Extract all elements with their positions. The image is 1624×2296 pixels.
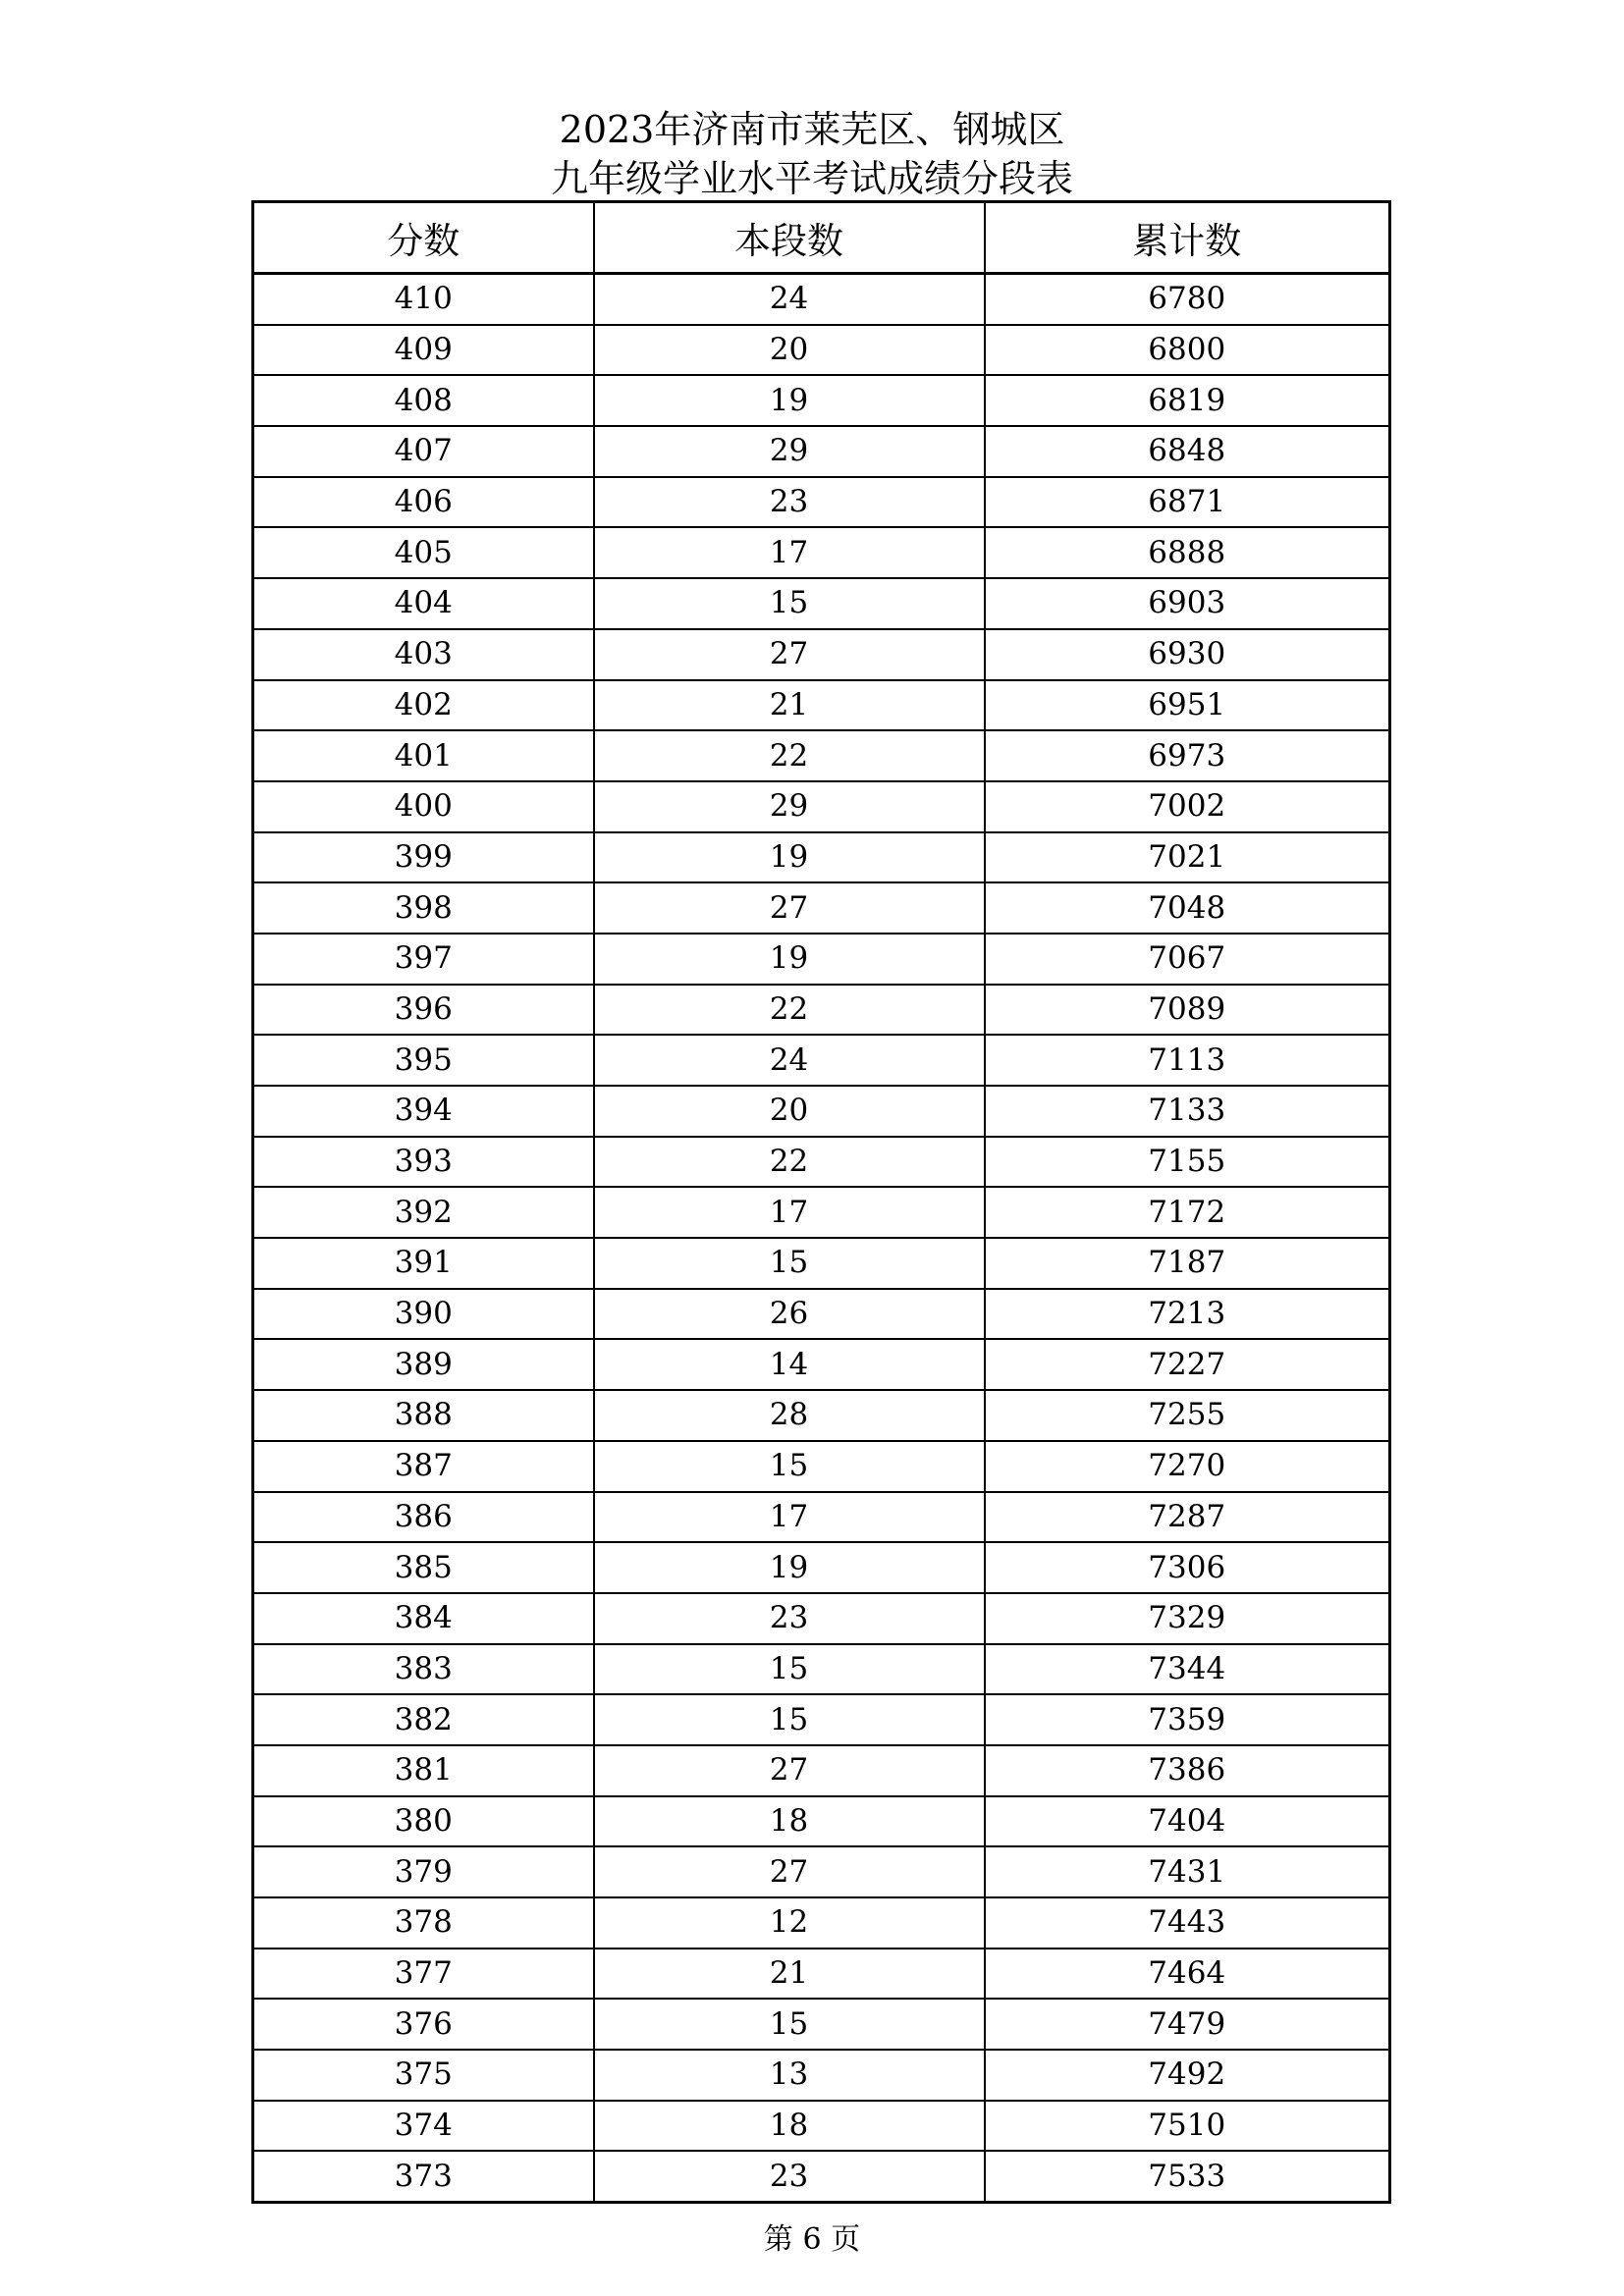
table-row	[253, 477, 1390, 528]
table-row	[253, 274, 1390, 325]
cell-segment-count: 21	[594, 1949, 985, 2000]
cell-cumulative-count: 7431	[985, 1846, 1390, 1897]
table-row	[253, 578, 1390, 629]
cell-cumulative-count: 6973	[985, 730, 1390, 781]
cell-score: 391	[253, 1238, 594, 1289]
cell-cumulative-count: 7464	[985, 1949, 1390, 2000]
cell-cumulative-count: 7255	[985, 1390, 1390, 1441]
cell-score: 385	[253, 1542, 594, 1593]
cell-cumulative-count: 7359	[985, 1694, 1390, 1745]
cell-segment-count: 23	[594, 2151, 985, 2202]
table-row	[253, 1441, 1390, 1492]
table-row	[253, 1187, 1390, 1238]
cell-segment-count: 29	[594, 781, 985, 832]
cell-score: 396	[253, 985, 594, 1036]
cell-score: 399	[253, 832, 594, 883]
cell-segment-count: 15	[594, 1644, 985, 1695]
table-row	[253, 2050, 1390, 2101]
cell-cumulative-count: 7492	[985, 2050, 1390, 2101]
cell-cumulative-count: 7172	[985, 1187, 1390, 1238]
cell-score: 398	[253, 882, 594, 934]
cell-segment-count: 15	[594, 578, 985, 629]
cell-score: 375	[253, 2050, 594, 2101]
header-score: 分数	[253, 202, 594, 274]
cell-cumulative-count: 7067	[985, 934, 1390, 985]
cell-cumulative-count: 7113	[985, 1035, 1390, 1086]
cell-score: 404	[253, 578, 594, 629]
cell-cumulative-count: 6848	[985, 426, 1390, 477]
cell-score: 409	[253, 325, 594, 376]
cell-cumulative-count: 6930	[985, 629, 1390, 680]
cell-segment-count: 27	[594, 882, 985, 934]
table-row	[253, 1644, 1390, 1695]
cell-segment-count: 17	[594, 527, 985, 578]
cell-score: 401	[253, 730, 594, 781]
cell-segment-count: 20	[594, 1086, 985, 1137]
cell-cumulative-count: 7443	[985, 1897, 1390, 1949]
cell-segment-count: 28	[594, 1390, 985, 1441]
cell-cumulative-count: 7479	[985, 1999, 1390, 2050]
cell-cumulative-count: 7270	[985, 1441, 1390, 1492]
cell-cumulative-count: 7287	[985, 1492, 1390, 1543]
document-title-line-2: 九年级学业水平考试成绩分段表	[550, 157, 1073, 200]
table-row	[253, 680, 1390, 731]
cell-segment-count: 27	[594, 1846, 985, 1897]
cell-score: 373	[253, 2151, 594, 2202]
table-row	[253, 1542, 1390, 1593]
cell-score: 384	[253, 1593, 594, 1644]
table-row	[253, 426, 1390, 477]
cell-segment-count: 17	[594, 1187, 985, 1238]
table-row	[253, 2151, 1390, 2202]
cell-score: 377	[253, 1949, 594, 2000]
score-distribution-table	[251, 200, 1391, 2204]
cell-segment-count: 19	[594, 1542, 985, 1593]
cell-cumulative-count: 7133	[985, 1086, 1390, 1137]
cell-cumulative-count: 7155	[985, 1137, 1390, 1188]
cell-score: 383	[253, 1644, 594, 1695]
cell-segment-count: 15	[594, 1238, 985, 1289]
cell-score: 376	[253, 1999, 594, 2050]
cell-score: 378	[253, 1897, 594, 1949]
cell-score: 390	[253, 1289, 594, 1340]
table-row	[253, 985, 1390, 1036]
table-row	[253, 2101, 1390, 2152]
table-row	[253, 1593, 1390, 1644]
cell-score: 403	[253, 629, 594, 680]
table-row	[253, 934, 1390, 985]
cell-cumulative-count: 7306	[985, 1542, 1390, 1593]
table-row	[253, 1086, 1390, 1137]
cell-cumulative-count: 7329	[985, 1593, 1390, 1644]
cell-score: 387	[253, 1441, 594, 1492]
cell-score: 389	[253, 1339, 594, 1390]
cell-score: 400	[253, 781, 594, 832]
cell-segment-count: 29	[594, 426, 985, 477]
cell-segment-count: 19	[594, 832, 985, 883]
cell-segment-count: 24	[594, 274, 985, 325]
cell-cumulative-count: 7187	[985, 1238, 1390, 1289]
cell-segment-count: 22	[594, 985, 985, 1036]
table-row	[253, 1796, 1390, 1847]
cell-score: 402	[253, 680, 594, 731]
cell-score: 386	[253, 1492, 594, 1543]
cell-cumulative-count: 6903	[985, 578, 1390, 629]
cell-score: 406	[253, 477, 594, 528]
table-row	[253, 375, 1390, 426]
cell-cumulative-count: 7048	[985, 882, 1390, 934]
cell-cumulative-count: 7089	[985, 985, 1390, 1036]
cell-score: 393	[253, 1137, 594, 1188]
cell-score: 381	[253, 1745, 594, 1796]
cell-cumulative-count: 7386	[985, 1745, 1390, 1796]
table-row	[253, 1289, 1390, 1340]
cell-cumulative-count: 7021	[985, 832, 1390, 883]
table-row	[253, 1390, 1390, 1441]
table-row	[253, 325, 1390, 376]
cell-score: 408	[253, 375, 594, 426]
table-header-row	[253, 202, 1390, 274]
table-row	[253, 1492, 1390, 1543]
cell-score: 388	[253, 1390, 594, 1441]
table-row	[253, 629, 1390, 680]
cell-segment-count: 18	[594, 1796, 985, 1847]
cell-segment-count: 27	[594, 629, 985, 680]
cell-segment-count: 19	[594, 934, 985, 985]
table-row	[253, 1949, 1390, 2000]
cell-cumulative-count: 6800	[985, 325, 1390, 376]
cell-segment-count: 15	[594, 1999, 985, 2050]
cell-cumulative-count: 7404	[985, 1796, 1390, 1847]
cell-segment-count: 12	[594, 1897, 985, 1949]
cell-score: 374	[253, 2101, 594, 2152]
cell-segment-count: 21	[594, 680, 985, 731]
cell-cumulative-count: 6951	[985, 680, 1390, 731]
table-row	[253, 730, 1390, 781]
cell-cumulative-count: 6871	[985, 477, 1390, 528]
table-row	[253, 1339, 1390, 1390]
cell-segment-count: 15	[594, 1441, 985, 1492]
cell-score: 380	[253, 1796, 594, 1847]
cell-cumulative-count: 7533	[985, 2151, 1390, 2202]
cell-score: 407	[253, 426, 594, 477]
table-row	[253, 1137, 1390, 1188]
cell-segment-count: 22	[594, 730, 985, 781]
cell-segment-count: 20	[594, 325, 985, 376]
cell-score: 395	[253, 1035, 594, 1086]
table-row	[253, 1999, 1390, 2050]
table-row	[253, 1846, 1390, 1897]
cell-cumulative-count: 7227	[985, 1339, 1390, 1390]
cell-cumulative-count: 7213	[985, 1289, 1390, 1340]
cell-score: 397	[253, 934, 594, 985]
cell-score: 392	[253, 1187, 594, 1238]
cell-segment-count: 27	[594, 1745, 985, 1796]
cell-cumulative-count: 7002	[985, 781, 1390, 832]
cell-segment-count: 17	[594, 1492, 985, 1543]
table-body	[253, 274, 1390, 2203]
table-row	[253, 781, 1390, 832]
cell-score: 394	[253, 1086, 594, 1137]
cell-segment-count: 22	[594, 1137, 985, 1188]
cell-segment-count: 13	[594, 2050, 985, 2101]
document-title-line-1: 2023年济南市莱芜区、钢城区	[559, 108, 1065, 151]
cell-segment-count: 23	[594, 1593, 985, 1644]
cell-cumulative-count: 6780	[985, 274, 1390, 325]
table-row	[253, 1238, 1390, 1289]
cell-score: 410	[253, 274, 594, 325]
cell-segment-count: 15	[594, 1694, 985, 1745]
table-row	[253, 1035, 1390, 1086]
page-number: 第 6 页	[763, 2222, 861, 2257]
cell-segment-count: 23	[594, 477, 985, 528]
table-row	[253, 1745, 1390, 1796]
table-row	[253, 882, 1390, 934]
table-row	[253, 1694, 1390, 1745]
table-row	[253, 832, 1390, 883]
cell-cumulative-count: 6819	[985, 375, 1390, 426]
cell-segment-count: 19	[594, 375, 985, 426]
cell-segment-count: 26	[594, 1289, 985, 1340]
cell-cumulative-count: 7344	[985, 1644, 1390, 1695]
cell-segment-count: 18	[594, 2101, 985, 2152]
header-segment-count: 本段数	[594, 202, 985, 274]
cell-score: 382	[253, 1694, 594, 1745]
cell-score: 379	[253, 1846, 594, 1897]
table-row	[253, 1897, 1390, 1949]
header-cumulative-count: 累计数	[985, 202, 1390, 274]
cell-score: 405	[253, 527, 594, 578]
cell-segment-count: 14	[594, 1339, 985, 1390]
cell-cumulative-count: 7510	[985, 2101, 1390, 2152]
table-row	[253, 527, 1390, 578]
cell-segment-count: 24	[594, 1035, 985, 1086]
cell-cumulative-count: 6888	[985, 527, 1390, 578]
